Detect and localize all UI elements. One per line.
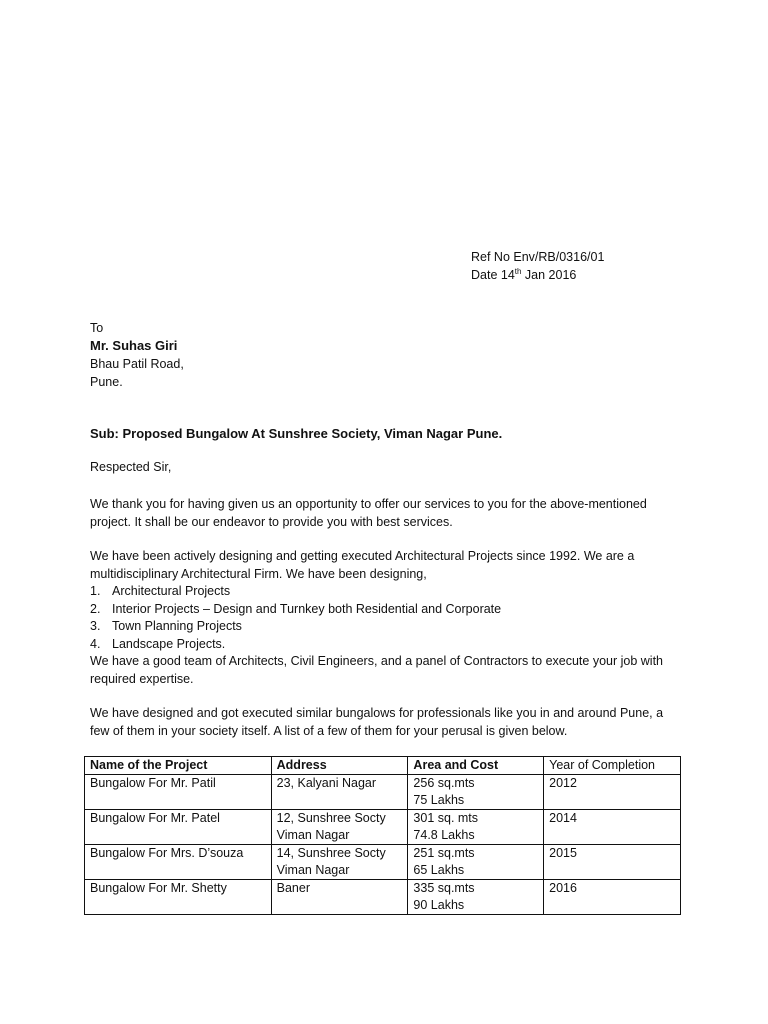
recipient-name: Mr. Suhas Giri	[90, 338, 178, 353]
table-row	[85, 845, 681, 880]
cell-year: 2016	[544, 880, 681, 915]
letter-subject: Sub: Proposed Bungalow At Sunshree Society, Viman Nagar Pune.	[90, 426, 503, 441]
salutation: Respected Sir,	[90, 460, 172, 474]
paragraph-about	[90, 548, 680, 688]
cell-address: 14, Sunshree Socty Viman Nagar	[271, 845, 408, 880]
table-row	[85, 810, 681, 845]
reference-block	[471, 249, 604, 284]
address-line-2: Pune.	[90, 375, 123, 389]
address-to: To	[90, 321, 104, 335]
cell-year: 2014	[544, 810, 681, 845]
cell-address: 12, Sunshree Socty Viman Nagar	[271, 810, 408, 845]
list-item: 1. Architectural Projects	[90, 584, 231, 598]
cell-area-cost: 335 sq.mts 90 Lakhs	[408, 880, 544, 915]
paragraph-about-outro: We have a good team of Architects, Civil Engineers, and a panel of Contractors to execute your job with required expertise.	[90, 654, 663, 686]
paragraph-projects: We have designed and got executed similar bungalows for professionals like you in and around Pune, a few of them in your society itself. A list of a few of them for your perusal is given below.	[90, 706, 664, 738]
cell-project-name: Bungalow For Mrs. D’souza	[85, 845, 272, 880]
table-header-row	[85, 757, 681, 775]
cell-project-name: Bungalow For Mr. Patil	[85, 775, 272, 810]
list-item: 4. Landscape Projects.	[90, 636, 226, 651]
paragraph-about-intro: We have been actively designing and getting executed Architectural Projects since 1992. We are a multidisciplinary Architectural Firm. We have been designing,	[90, 549, 635, 581]
cell-year: 2015	[544, 845, 681, 880]
cell-area-cost: 301 sq. mts 74.8 Lakhs	[408, 810, 544, 845]
projects-table	[84, 756, 681, 915]
paragraph-thanks: We thank you for having given us an opportunity to offer our services to you for the above-mentioned project. It shall be our endeavor to provide you with best services.	[90, 497, 647, 529]
cell-address: 23, Kalyani Nagar	[271, 775, 408, 810]
header-project-name: Name of the Project	[85, 757, 272, 775]
cell-area-cost: 256 sq.mts 75 Lakhs	[408, 775, 544, 810]
cell-year: 2012	[544, 775, 681, 810]
letter-date: Date 14th Jan 2016	[471, 266, 577, 282]
address-line-1: Bhau Patil Road,	[90, 357, 184, 371]
table-row	[85, 775, 681, 810]
table-row	[85, 880, 681, 915]
list-item: 2. Interior Projects – Design and Turnkey both Residential and Corporate	[90, 601, 502, 616]
cell-project-name: Bungalow For Mr. Patel	[85, 810, 272, 845]
header-area-cost: Area and Cost	[408, 757, 544, 775]
header-year: Year of Completion	[544, 757, 681, 775]
cell-project-name: Bungalow For Mr. Shetty	[85, 880, 272, 915]
ref-number: Ref No Env/RB/0316/01	[471, 250, 605, 264]
cell-area-cost: 251 sq.mts 65 Lakhs	[408, 845, 544, 880]
list-item: 3. Town Planning Projects	[90, 619, 242, 633]
recipient-address	[90, 319, 184, 391]
services-list	[90, 583, 680, 653]
cell-address: Baner	[271, 880, 408, 915]
header-address: Address	[271, 757, 408, 775]
